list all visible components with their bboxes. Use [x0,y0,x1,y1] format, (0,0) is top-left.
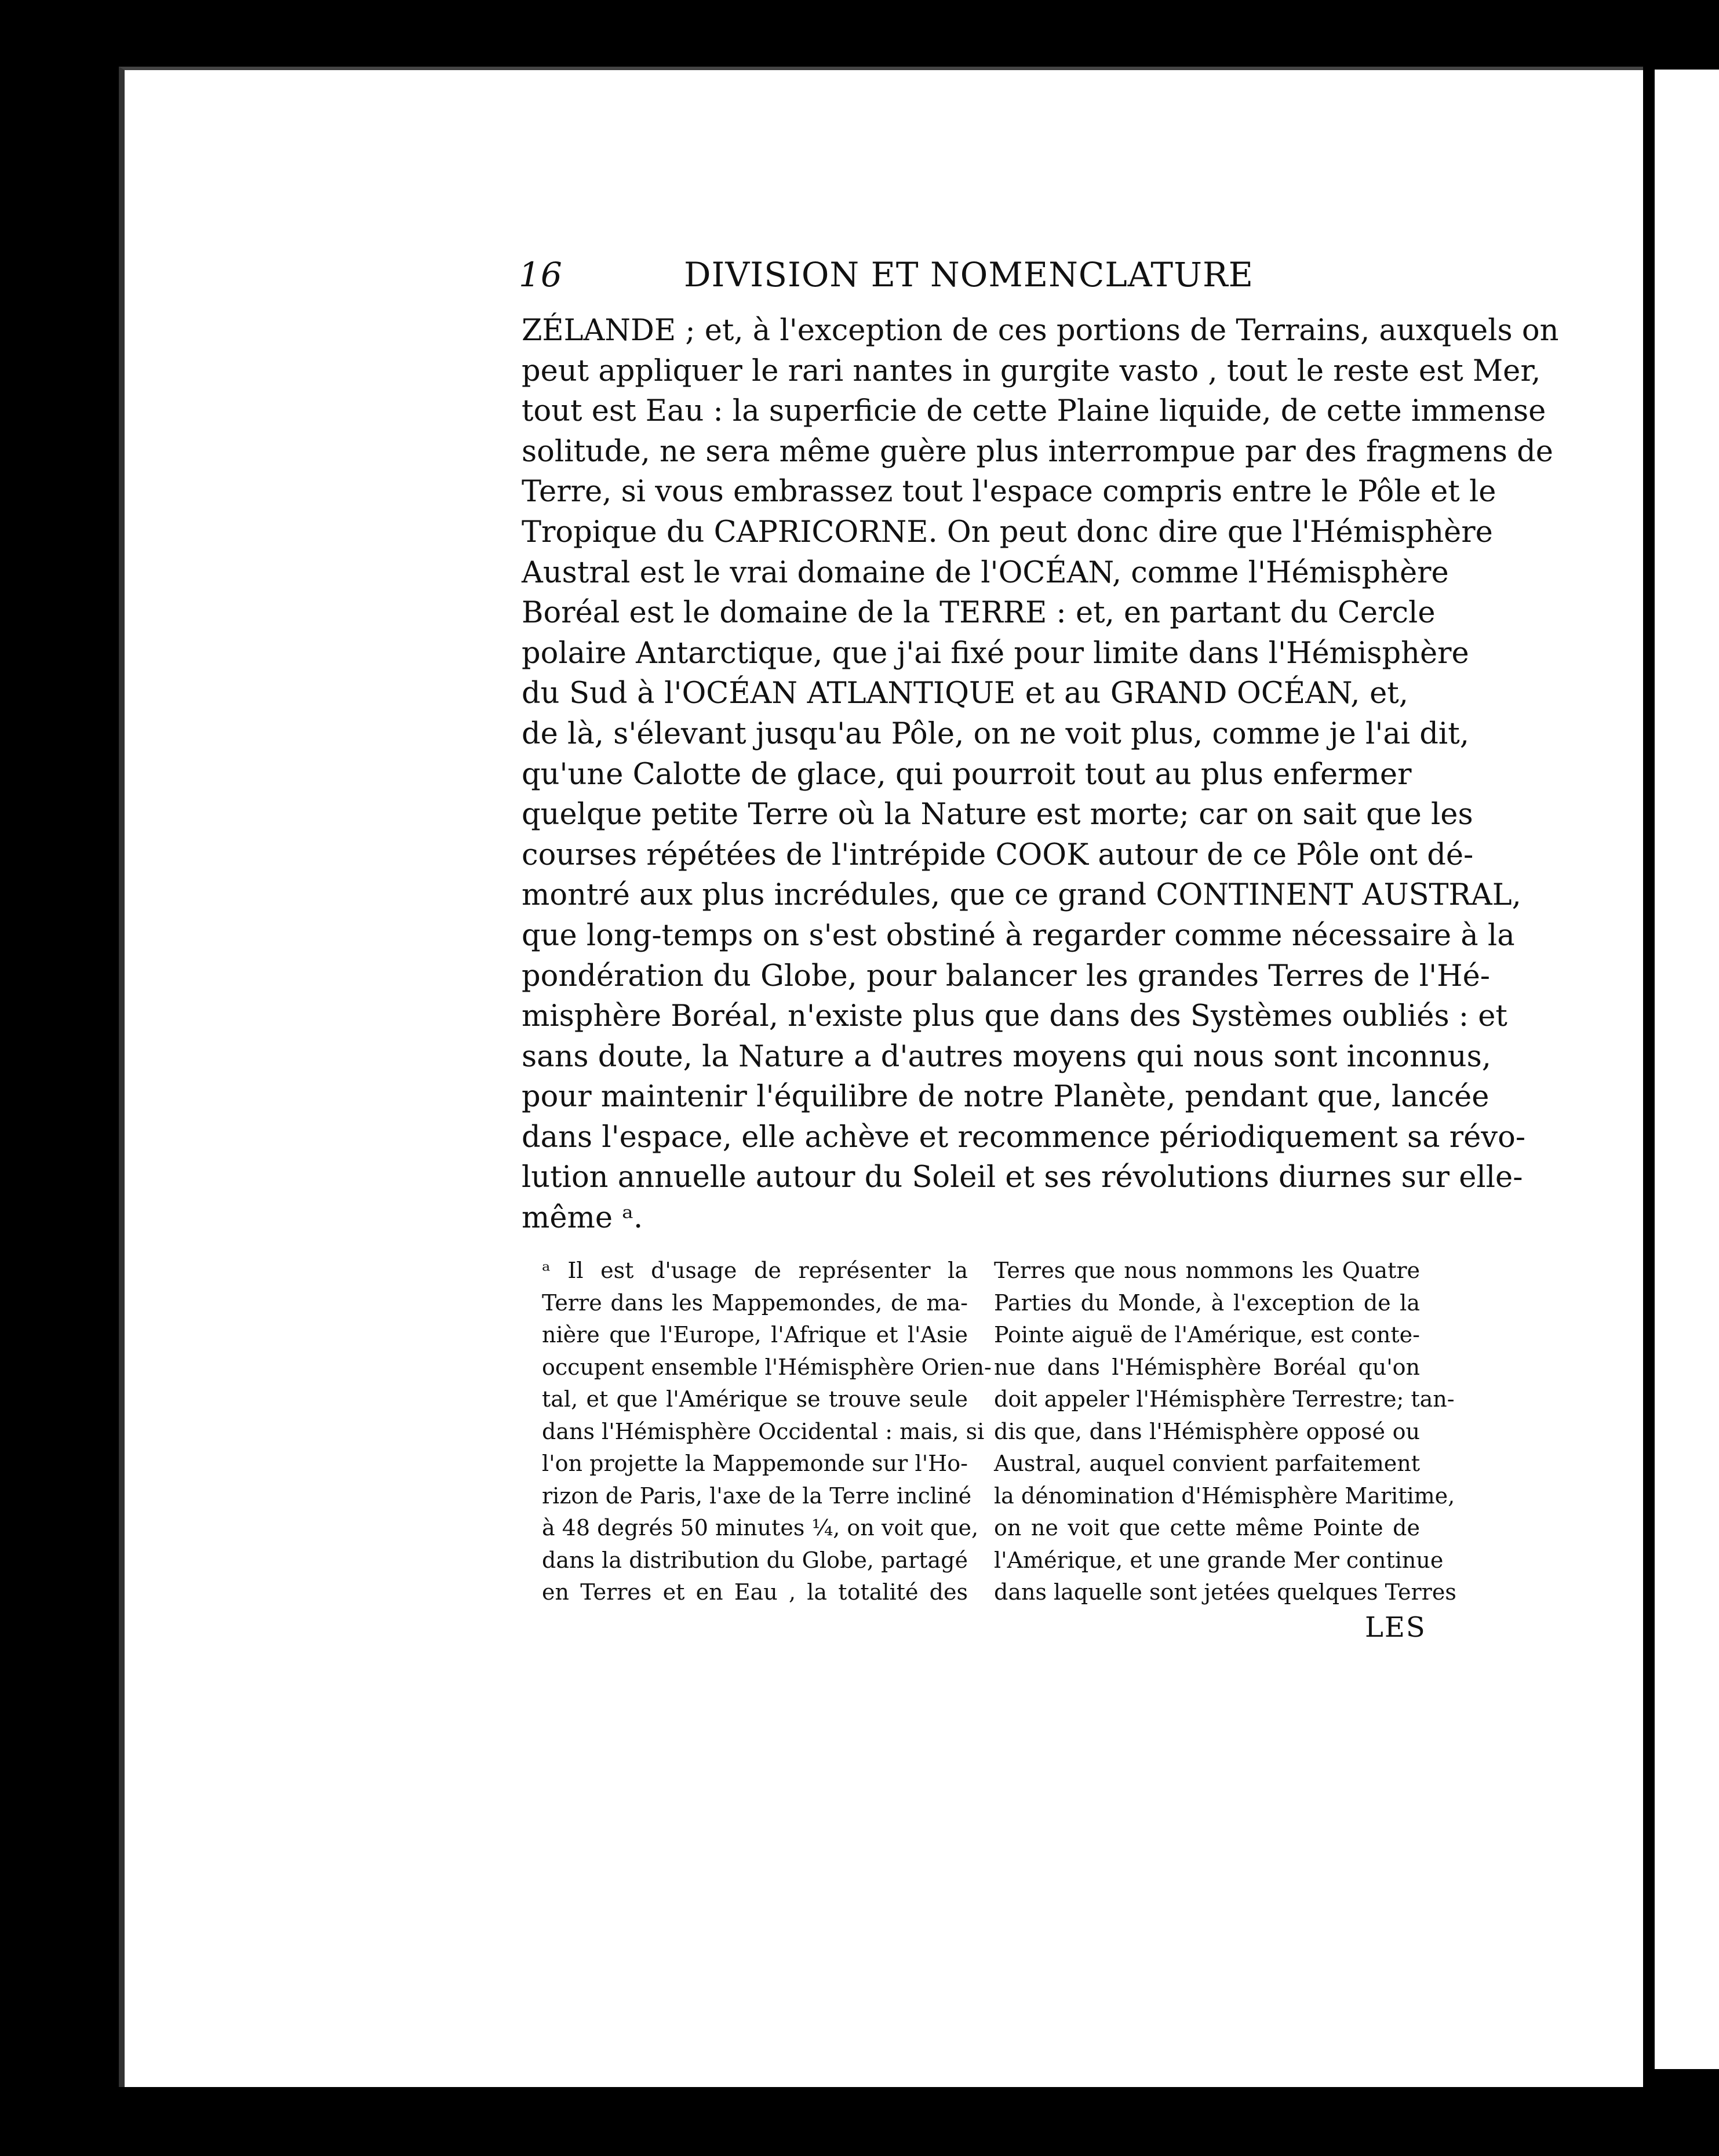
text-line: tout est Eau : la superficie de cette Plaine liquide, de cette immense [522,394,1546,429]
footnote-line: tal, et que l'Amérique se trouve seule [542,1386,968,1412]
footnote-line: Pointe aiguë de l'Amérique, est conte- [994,1322,1420,1348]
text-line: qu'une Calotte de glace, qui pourroit tout au plus enfermer [522,757,1412,792]
facing-page-edge [1655,70,1719,2069]
footnote-line: dans l'Hémisphère Occidental : mais, si [542,1418,985,1444]
footnote-line: nue dans l'Hémisphère Boréal qu'on [994,1354,1420,1380]
footnote-line: dis que, dans l'Hémisphère opposé ou [994,1418,1420,1444]
footnote-line: la dénomination d'Hémisphère Maritime, [994,1483,1455,1509]
footnote-line: en Terres et en Eau , la totalité des [542,1579,968,1605]
text-line: même ᵃ. [522,1201,643,1236]
footnote-column-right [994,1255,1456,1609]
text-line: dans l'espace, elle achève et recommence périodiquement sa révo- [522,1120,1526,1155]
running-title: DIVISION ET NOMENCLATURE [684,255,1254,294]
footnote-line: Terre dans les Mappemondes, de ma- [542,1290,968,1316]
footnote-line: dans la distribution du Globe, partagé [542,1547,968,1573]
text-line: pondération du Globe, pour balancer les grandes Terres de l'Hé- [522,959,1491,993]
footnote-line: Austral, auquel convient parfaitement [994,1451,1420,1476]
footnote-line: doit appeler l'Hémisphère Terrestre; tan- [994,1386,1455,1412]
text-line: Boréal est le domaine de la TERRE : et, en partant du Cercle [522,596,1436,631]
footnote-column-left [542,1255,992,1609]
footnote-line: à 48 degrés 50 minutes ¼, on voit que, [542,1515,979,1540]
text-line: ZÉLANDE ; et, à l'exception de ces portions de Terrains, auxquels on [522,314,1559,348]
text-line: sans doute, la Nature a d'autres moyens qui nous sont inconnus, [522,1039,1492,1074]
text-line: misphère Boréal, n'existe plus que dans des Systèmes oubliés : et [522,999,1507,1034]
footnote-line: l'on projette la Mappemonde sur l'Ho- [542,1451,968,1476]
text-line: lution annuelle autour du Soleil et ses révolutions diurnes sur elle- [522,1160,1523,1195]
text-line: pour maintenir l'équilibre de notre Planète, pendant que, lancée [522,1080,1489,1115]
text-line: que long-temps on s'est obstiné à regarder comme nécessaire à la [522,918,1515,953]
text-line: du Sud à l'OCÉAN ATLANTIQUE et au GRAND OCÉAN, et, [522,676,1408,711]
running-header [519,255,1417,301]
footnote-line: l'Amérique, et une grande Mer continue [994,1547,1444,1573]
footnote-line: ᵃ Il est d'usage de représenter la [542,1258,968,1283]
text-line: Austral est le vrai domaine de l'OCÉAN, comme l'Hémisphère [522,555,1449,590]
text-line: Terre, si vous embrassez tout l'espace compris entre le Pôle et le [522,475,1496,509]
text-line: peut appliquer le rari nantes in gurgite vasto , tout le reste est Mer, [522,354,1541,388]
text-line: montré aux plus incrédules, que ce grand CONTINENT AUSTRAL, [522,878,1521,913]
text-line: de là, s'élevant jusqu'au Pôle, on ne voit plus, comme je l'ai dit, [522,716,1469,751]
footnote-line: Terres que nous nommons les Quatre [994,1258,1420,1283]
text-line: quelque petite Terre où la Nature est morte; car on sait que les [522,797,1473,832]
page-number: 16 [519,255,563,294]
text-line: polaire Antarctique, que j'ai fixé pour limite dans l'Hémisphère [522,636,1469,671]
text-line: Tropique du CAPRICORNE. On peut donc dire que l'Hémisphère [522,515,1493,549]
footnote-line: dans laquelle sont jetées quelques Terres [994,1579,1456,1605]
text-line: solitude, ne sera même guère plus interrompue par des fragmens de [522,434,1553,469]
footnote-line: on ne voit que cette même Pointe de [994,1515,1420,1540]
catchword: LES [1365,1611,1426,1644]
main-text [522,311,1559,1239]
footnote-line: nière que l'Europe, l'Afrique et l'Asie [542,1322,968,1348]
footnote-line: Parties du Monde, à l'exception de la [994,1290,1420,1316]
footnote-line: occupent ensemble l'Hémisphère Orien- [542,1354,992,1380]
text-line: courses répétées de l'intrépide COOK autour de ce Pôle ont dé- [522,837,1474,872]
footnote-line: rizon de Paris, l'axe de la Terre incliné [542,1483,972,1509]
